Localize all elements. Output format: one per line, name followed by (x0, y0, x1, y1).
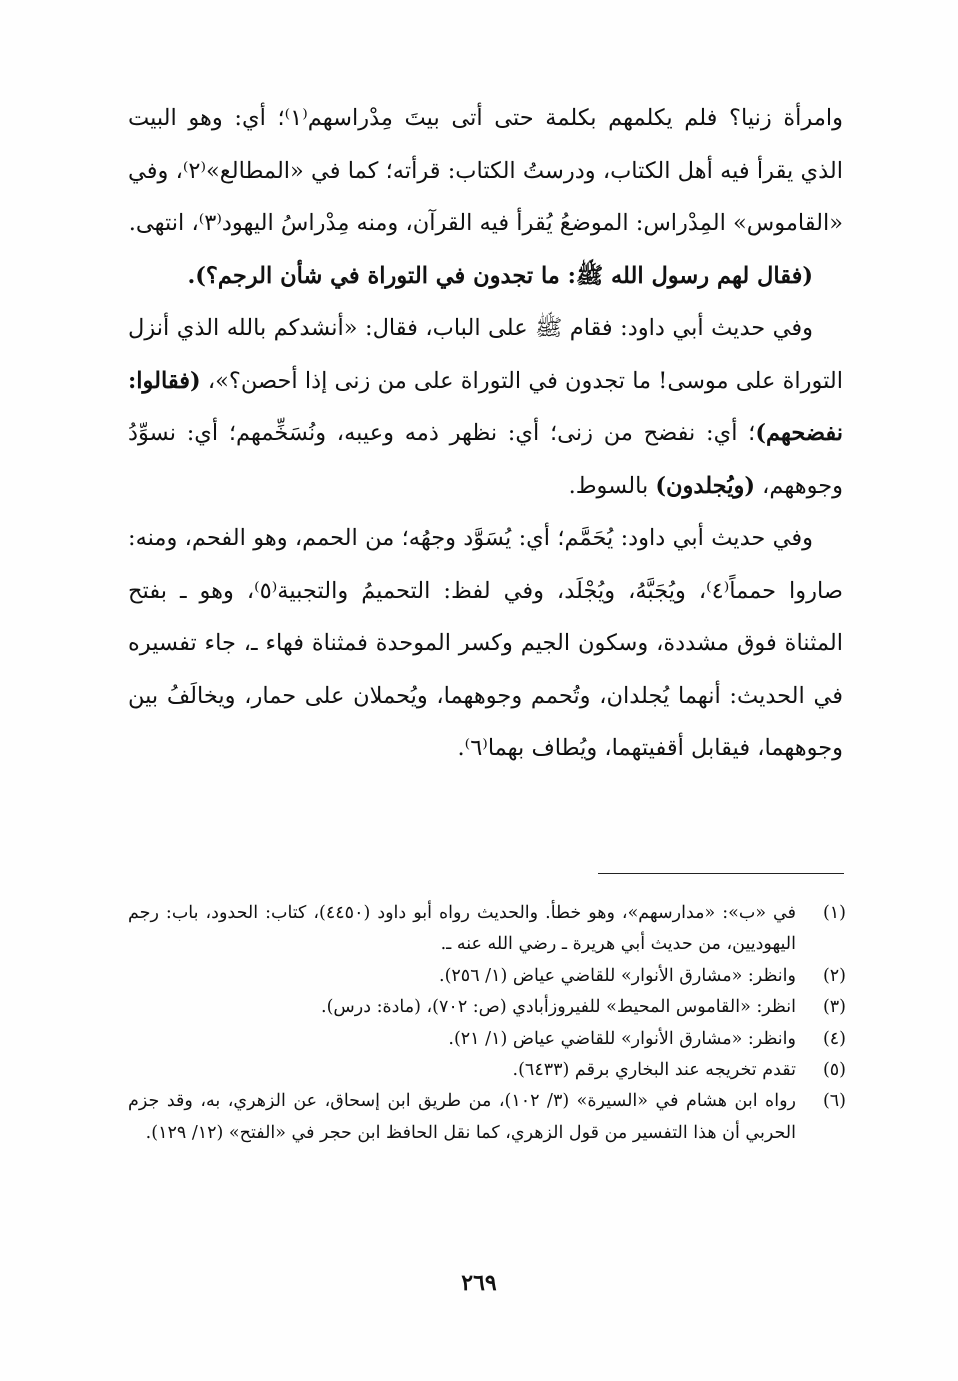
page-number: ٢٦٩ (461, 1270, 497, 1296)
paragraph-3-mid: ؛ أي: نفضح من زنى؛ أي: نظهر ذمه وعيبه، ونُسَخِّمهم؛ أي: نسوِّدُ وجوههم، (128, 420, 843, 499)
footnote-number: (٤) (822, 1028, 846, 1049)
footnote-1 (128, 898, 846, 961)
footnote-5 (128, 1055, 846, 1086)
footnote-divider (598, 873, 844, 874)
footnote-text: وانظر: «مشارق الأنوار» للقاضي عياض (١/ ٢١). (448, 1028, 796, 1049)
footnote-number: (٥) (822, 1060, 846, 1081)
paragraph-3-end: بالسوط. (568, 472, 649, 499)
footnote-2 (128, 961, 846, 992)
footnote-number: (٣) (822, 997, 846, 1018)
footnote-text: في «ب»: «مدارسهم»، وهو خطأ. والحديث رواه أبو داود (٤٤٥٠)، كتاب: الحدود، باب: رجم اليهوديين، من حديث أبي هريرة ـ رضي الله عنه ـ. (128, 903, 796, 955)
footnote-6 (128, 1086, 846, 1149)
footnote-text: تقدم تخريجه عند البخاري برقم (٦٤٣٣). (512, 1060, 796, 1081)
footnote-4 (128, 1024, 846, 1055)
paragraph-4: وفي حديث أبي داود: يُحَمَّم؛ أي: يُسَوَّد وجهُه؛ من الحمم، وهو الفحم، ومنه: صاروا حمماً⁽٤⁾، ويُجَبَّهُ، ويُجْلَد، وفي لفظ: التحميمُ والتجبية⁽٥⁾، وهو ـ بفتح المثناة فوق مشددة، وسكون الجيم وكسر الموحدة فمثناة فهاء ـ، جاء تفسيره في الحديث: أنهما يُجلدان، وتُحمم وجوههما، ويُحملان على حمار، ويخالَفُ بين وجوههما، فيقابل أقفيتهما، ويُطاف بهما⁽٦⁾. (128, 525, 843, 761)
footnote-3 (128, 992, 846, 1023)
paragraph-3-intro: وفي حديث أبي داود: فقام ﷺ على الباب، فقال: «أنشدكم بالله الذي أنزل التوراة على موسى! ما تجدون في التوراة على من زنى إذا أحصن؟»، (128, 315, 844, 394)
footnote-text: وانظر: «مشارق الأنوار» للقاضي عياض (١/ ٢٥٦). (439, 965, 796, 986)
footnotes (128, 898, 846, 1149)
paragraph-2-heading: (فقال لهم رسول الله ﷺ: ما تجدون في التوراة في شأن الرجم؟). (187, 262, 813, 289)
paragraph-3 (128, 302, 843, 512)
footnote-number: (١) (822, 903, 846, 923)
footnote-text: انظر: «القاموس المحيط» للفيروزأبادي (ص: ٧٠٢)، (مادة: درس). (321, 997, 796, 1018)
footnote-number: (٢) (822, 965, 846, 986)
paragraph-3-bold-1: (فقالوا: نفضحهم) (128, 367, 843, 446)
footnote-text: رواه ابن هشام في «السيرة» (٣/ ١٠٢)، من طريق ابن إسحاق، عن الزهري، به، وقد جزم الحربي أن هذا التفسير من قول الزهري، كما نقل الحافظ ابن حجر في «الفتح» (١٢/ ١٢٩). (128, 1091, 796, 1143)
footnote-number: (٦) (822, 1091, 846, 1112)
paragraph-1: وامرأة زنيا؟ فلم يكلمهم بكلمة حتى أتى بيتَ مِدْراسهم⁽١⁾؛ أي: وهو البيت الذي يقرأ فيه أهل الكتاب، ودرستُ الكتاب: قرأته؛ كما في «المطالع»⁽٢⁾، وفي «القاموس» المِدْراس: الموضعُ يُقرأ فيه القرآن، ومنه مِدْراسُ اليهود⁽٣⁾، انتهى. (128, 105, 844, 236)
paragraph-3-bold-2: (ويُجلدون) (655, 472, 755, 499)
main-text (128, 92, 843, 775)
